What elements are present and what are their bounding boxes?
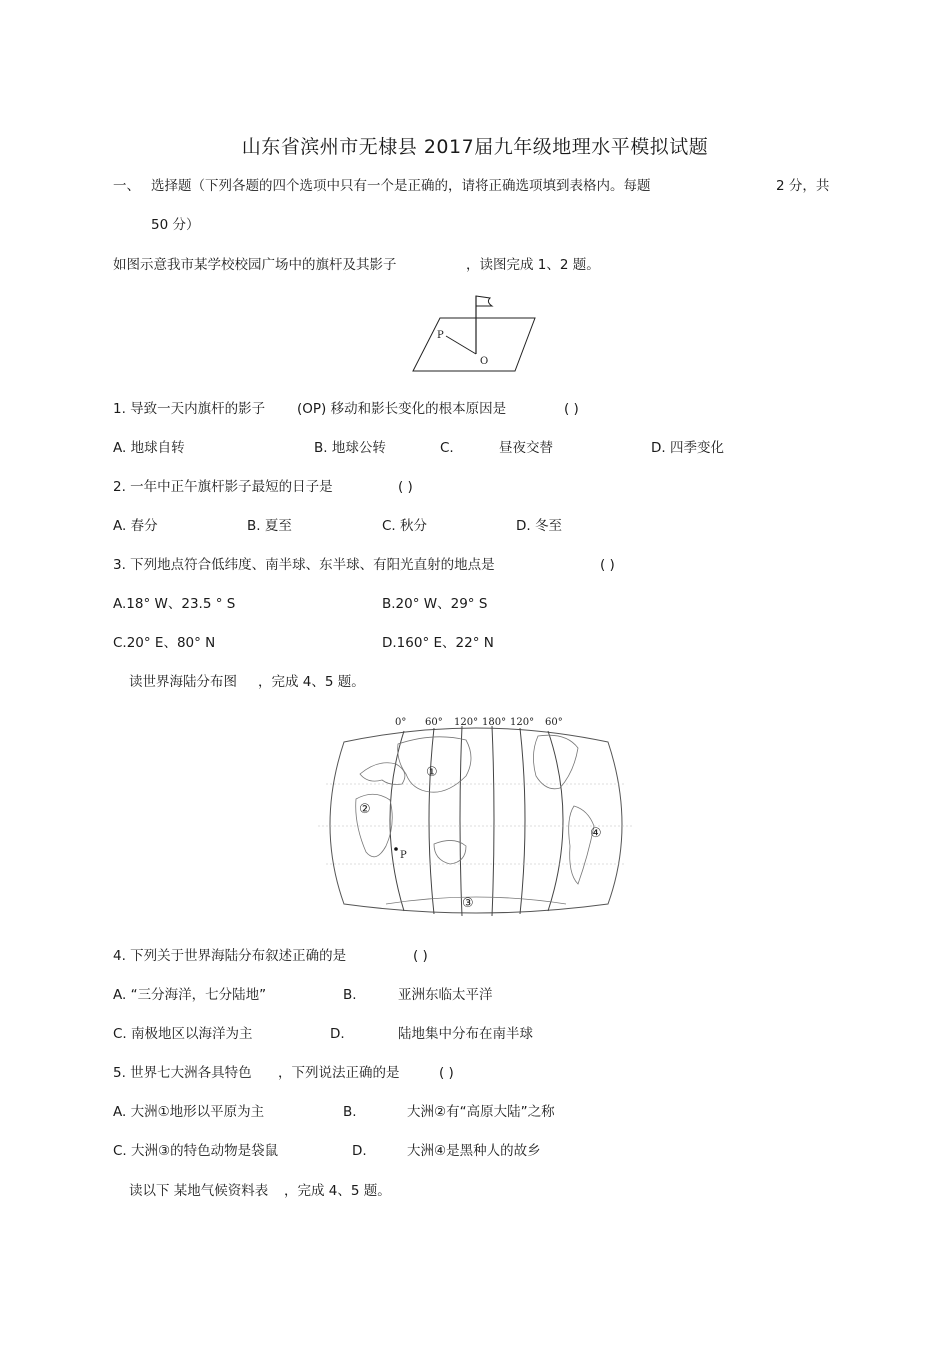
- lon-label-180: 180°: [482, 717, 507, 728]
- label-o: O: [480, 356, 489, 367]
- q5-option-b-text: 大洲②有“高原大陆”之称: [407, 1104, 555, 1120]
- section-total: 50 分）: [151, 217, 200, 233]
- q4-option-d-text: 陆地集中分布在南半球: [398, 1026, 533, 1042]
- q4-paren: ( ): [413, 948, 428, 964]
- lon-label-120e: 120°: [454, 717, 479, 728]
- q2-paren: ( ): [398, 479, 413, 495]
- intro-climate: 读以下 某地气候资料表: [129, 1183, 269, 1199]
- q4-option-a: A. “三分海洋，七分陆地”: [113, 987, 267, 1003]
- lon-label-60e: 60°: [425, 717, 443, 728]
- point-p-marker: [394, 847, 398, 851]
- ground-plane: [413, 318, 535, 371]
- section-number: 一、: [113, 178, 140, 194]
- intro-flag-tail: ，读图完成 1、2 题。: [466, 257, 600, 273]
- point-p-label: P: [400, 850, 407, 861]
- intro-map-tail: ，完成 4、5 题。: [258, 674, 365, 690]
- shadow-line: [446, 336, 476, 354]
- world-map: [316, 714, 636, 914]
- q1-option-b: B. 地球公转: [314, 440, 386, 456]
- q4-stem: 4. 下列关于世界海陆分布叙述正确的是: [113, 948, 347, 964]
- intro-climate-tail: ，完成 4、5 题。: [284, 1183, 391, 1199]
- q1-stem-cont: (OP) 移动和影长变化的根本原因是: [297, 401, 507, 417]
- q5-paren: ( ): [439, 1065, 454, 1081]
- section-score: 2 分，共: [776, 178, 830, 194]
- mark-2: ②: [359, 802, 371, 817]
- map-border: [330, 728, 622, 913]
- q3-stem: 3. 下列地点符合低纬度、南半球、东半球、有阳光直射的地点是: [113, 557, 495, 573]
- q1-option-a: A. 地球自转: [113, 440, 185, 456]
- q4-option-d: D.: [330, 1026, 345, 1042]
- q2-option-a: A. 春分: [113, 518, 158, 534]
- lon-label-120w: 120°: [510, 717, 535, 728]
- intro-flag: 如图示意我市某学校校园广场中的旗杆及其影子: [113, 257, 397, 273]
- longitude-labels: [395, 717, 563, 728]
- q3-paren: ( ): [600, 557, 615, 573]
- q5-option-d: D.: [352, 1143, 367, 1159]
- q1-stem: 1. 导致一天内旗杆的影子: [113, 401, 266, 417]
- parallels: [318, 784, 634, 864]
- flag-icon: [476, 296, 492, 306]
- meridians: [390, 726, 563, 916]
- section-instructions: 选择题（下列各题的四个选项中只有一个是正确的，请将正确选项填到表格内。每题: [151, 178, 651, 194]
- mark-1: ①: [426, 765, 438, 780]
- lon-label-60w: 60°: [545, 717, 563, 728]
- q5-option-d-text: 大洲④是黑种人的故乡: [407, 1143, 541, 1159]
- q4-option-b: B.: [343, 987, 357, 1003]
- intro-map: 读世界海陆分布图: [129, 674, 237, 690]
- continent-outlines: [356, 735, 594, 904]
- q4-option-b-text: 亚洲东临太平洋: [398, 987, 493, 1003]
- q3-option-b: B.20° W、29° S: [382, 596, 488, 612]
- flagpole-figure: [410, 292, 540, 382]
- q1-option-c: C.: [440, 440, 454, 456]
- q3-option-a: A.18° W、23.5 ° S: [113, 596, 236, 612]
- q4-option-c: C. 南极地区以海洋为主: [113, 1026, 253, 1042]
- q2-option-d: D. 冬至: [516, 518, 562, 534]
- q1-option-c-text: 昼夜交替: [499, 440, 553, 456]
- continent-marks: [359, 765, 602, 911]
- mark-3: ③: [462, 896, 474, 911]
- q5-option-a: A. 大洲①地形以平原为主: [113, 1104, 265, 1120]
- q3-option-d: D.160° E、22° N: [382, 635, 494, 651]
- q5-stem-cont: ，下列说法正确的是: [278, 1065, 400, 1081]
- page-title: 山东省滨州市无棣县 2017届九年级地理水平模拟试题: [241, 136, 709, 158]
- q5-option-c: C. 大洲③的特色动物是袋鼠: [113, 1143, 279, 1159]
- q5-stem: 5. 世界七大洲各具特色: [113, 1065, 252, 1081]
- q2-stem: 2. 一年中正午旗杆影子最短的日子是: [113, 479, 333, 495]
- q2-option-c: C. 秋分: [382, 518, 428, 534]
- q5-option-b: B.: [343, 1104, 357, 1120]
- lon-label-0: 0°: [395, 717, 407, 728]
- q2-option-b: B. 夏至: [247, 518, 292, 534]
- label-p: P: [437, 330, 444, 341]
- q1-option-d: D. 四季变化: [651, 440, 724, 456]
- q1-paren: ( ): [564, 401, 579, 417]
- mark-4: ④: [590, 826, 602, 841]
- q3-option-c: C.20° E、80° N: [113, 635, 216, 651]
